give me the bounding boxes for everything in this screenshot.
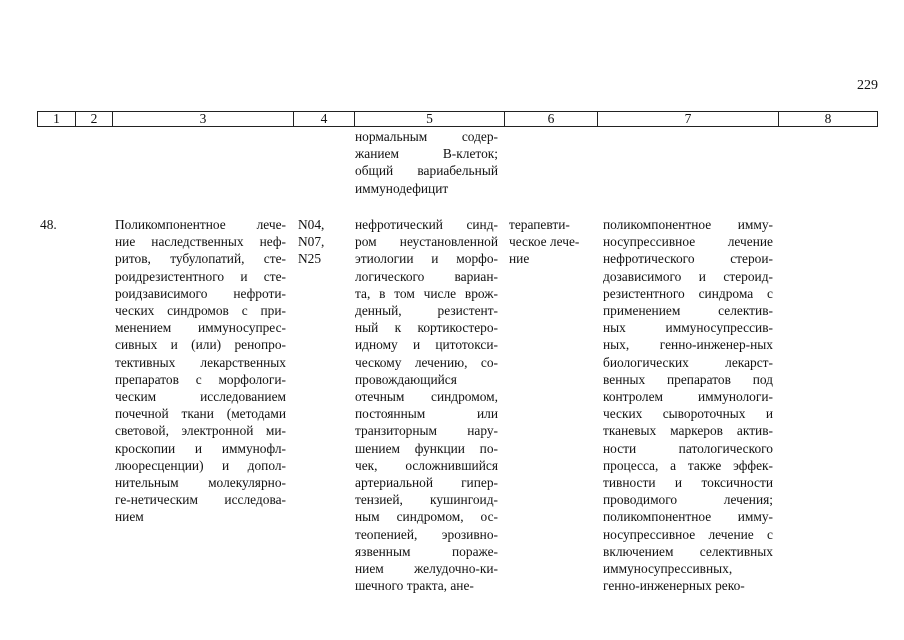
- text-line: носупрессивное лечение: [603, 234, 773, 250]
- text-line: роидрезистентного и сте-: [115, 268, 286, 284]
- text-line: ным синдромом, ос-: [355, 509, 498, 525]
- text-line: тканевых маркеров актив-: [603, 423, 773, 439]
- text-line: чек, осложнившийся: [355, 457, 498, 473]
- text-line: носупрессивное лечение с: [603, 526, 773, 542]
- text-line: нительным молекулярно-: [115, 475, 286, 491]
- text-line: ческих синдромов с при-: [115, 303, 286, 319]
- text-line: логического вариан-: [355, 268, 498, 284]
- text-line: денный, резистент-: [355, 303, 498, 319]
- text-line: общий вариабельный: [355, 163, 498, 179]
- header-col-3: 3: [113, 112, 294, 126]
- text-line: нефротический синд-: [355, 217, 498, 232]
- text-line: терапевти-: [509, 217, 570, 232]
- text-line: генно-инженерных реко-: [603, 578, 745, 594]
- text-line: Поликомпонентное лече-: [115, 217, 286, 232]
- text-line: ческое лече-: [509, 234, 580, 250]
- text-line: жанием В-клеток;: [355, 146, 498, 162]
- text-line: N25: [298, 251, 322, 267]
- text-line: ние наследственных неф-: [115, 234, 286, 250]
- text-line: ных, генно-инженер-ных: [603, 337, 773, 353]
- text-line: тективных лекарственных: [115, 354, 286, 370]
- text-line: теопенией, эрозивно-: [355, 526, 498, 542]
- text-line: постоянным или: [355, 406, 498, 422]
- text-line: люоресценции) и допол-: [115, 457, 286, 473]
- text-line: иммуносупрессивных,: [603, 561, 733, 577]
- text-line: менением иммуносупрес-: [115, 320, 286, 336]
- text-line: N07,: [298, 234, 325, 250]
- text-line: ром неустановленной: [355, 234, 498, 250]
- table-header-row: [37, 111, 878, 127]
- text-line: язвенным пораже-: [355, 543, 498, 559]
- text-line: провождающийся: [355, 371, 457, 387]
- text-line: поликомпонентное имму-: [603, 509, 773, 525]
- text-line: венных препаратов под: [603, 371, 773, 387]
- header-col-5: 5: [355, 112, 505, 126]
- row-48-number: 48.: [40, 217, 57, 232]
- text-line: нием желудочно-ки-: [355, 561, 498, 577]
- row-48-diagnosis: [355, 216, 498, 594]
- text-line: транзиторным нару-: [355, 423, 498, 439]
- text-line: нормальным содер-: [355, 129, 498, 144]
- text-line: тивности и токсичности: [603, 475, 773, 491]
- text-line: нефротического стерои-: [603, 251, 773, 267]
- text-line: процесса, а также эффек-: [603, 457, 773, 473]
- text-line: ческому лечению, со-: [355, 354, 498, 370]
- text-line: резистентного синдрома с: [603, 285, 773, 301]
- text-line: этиологии и морфо-: [355, 251, 498, 267]
- header-col-6: 6: [505, 112, 598, 126]
- page-number: 229: [857, 78, 878, 93]
- text-line: артериальной гипер-: [355, 475, 498, 491]
- row-48-treatment-type: [509, 216, 595, 268]
- text-line: кроскопии и иммунофл-: [115, 440, 286, 456]
- text-line: нием: [115, 509, 144, 525]
- row-48-description: [115, 216, 286, 526]
- header-col-7: 7: [598, 112, 779, 126]
- text-line: N04,: [298, 217, 325, 232]
- text-line: ный к кортикостеро-: [355, 320, 498, 336]
- text-line: шечного тракта, ане-: [355, 578, 474, 594]
- header-col-1: 1: [38, 112, 76, 126]
- header-col-4: 4: [294, 112, 355, 126]
- text-line: препаратов с морфологи-: [115, 371, 286, 387]
- continuation-col5-text: [355, 128, 498, 197]
- row-48-codes: [298, 216, 338, 268]
- text-line: ческих сывороточных и: [603, 406, 773, 422]
- text-line: сивных и (или) ренопро-: [115, 337, 286, 353]
- text-line: шением функции по-: [355, 440, 498, 456]
- text-line: роидзависимого нефроти-: [115, 285, 286, 301]
- text-line: контролем иммунологи-: [603, 389, 773, 405]
- text-line: тензией, кушингоид-: [355, 492, 498, 508]
- text-line: ритов, тубулопатий, сте-: [115, 251, 286, 267]
- text-line: поликомпонентное имму-: [603, 217, 773, 232]
- text-line: применением селектив-: [603, 303, 773, 319]
- text-line: включением селективных: [603, 543, 773, 559]
- text-line: дозависимого и стероид-: [603, 268, 773, 284]
- text-line: та, в том числе врож-: [355, 285, 498, 301]
- text-line: биологических лекарст-: [603, 354, 773, 370]
- header-col-2: 2: [76, 112, 113, 126]
- text-line: ге-нетическим исследова-: [115, 492, 286, 508]
- row-48-treatment-method: [603, 216, 773, 594]
- text-line: ности патологического: [603, 440, 773, 456]
- text-line: почечной ткани (методами: [115, 406, 286, 422]
- text-line: идному и цитотокси-: [355, 337, 498, 353]
- text-line: световой, электронной ми-: [115, 423, 286, 439]
- text-line: отечным синдромом,: [355, 389, 498, 405]
- header-col-8: 8: [824, 111, 832, 126]
- text-line: ческим исследованием: [115, 389, 286, 405]
- text-line: ных иммуносупрессив-: [603, 320, 773, 336]
- text-line: проводимого лечения;: [603, 492, 773, 508]
- text-line: ние: [509, 251, 530, 267]
- text-line: иммунодефицит: [355, 180, 449, 196]
